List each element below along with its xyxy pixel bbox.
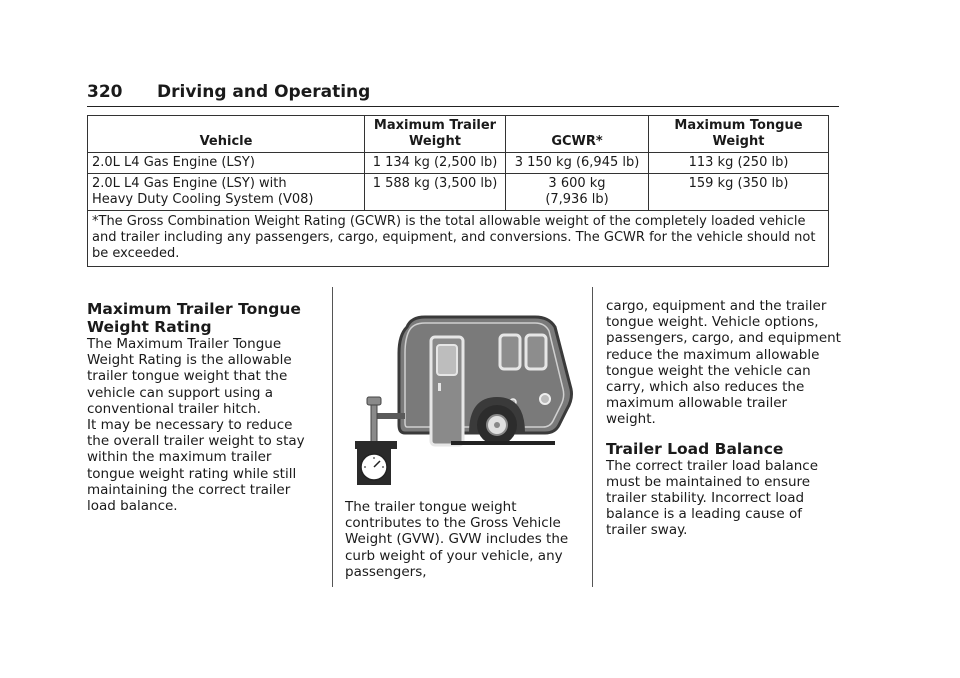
column-illustration (345, 313, 575, 583)
table-row (88, 174, 829, 211)
table-row (88, 153, 829, 174)
cell-gcwr: 3 150 kg (6,945 lb) (506, 153, 649, 174)
trailer-tongue-scale-icon (345, 313, 575, 489)
table-header-row (88, 116, 829, 153)
paragraph: It may be necessary to reduce the overall trailer weight to stay within the maximum trailer tongue weight rating while still maintaining the correct trailer load balance. (87, 417, 305, 515)
column-divider (332, 287, 333, 587)
cell-max-trailer-weight: 1 134 kg (2,500 lb) (365, 153, 506, 174)
gcwr-footnote: *The Gross Combination Weight Rating (GCWR) is the total allowable weight of the completely loaded vehicle and trailer including any passengers, cargo, equipment, and conversions. The GCWR for the vehicle should not be exceeded. (88, 211, 829, 267)
cell-gcwr (506, 174, 649, 211)
table-footnote-row (88, 211, 829, 267)
column-load-balance (606, 298, 841, 539)
header-gcwr: GCWR* (506, 116, 649, 153)
column-divider (592, 287, 593, 587)
cell-max-tongue-weight: 159 kg (350 lb) (649, 174, 829, 211)
cell-gcwr-line: 3 600 kg (548, 176, 606, 191)
column-tongue-weight-rating (87, 300, 317, 514)
header-max-trailer-weight: Maximum Trailer Weight (365, 116, 506, 153)
header-max-tongue-weight: Maximum Tongue Weight (649, 116, 829, 153)
paragraph: cargo, equipment and the trailer tongue weight. Vehicle options, passengers, cargo, and equipment reduce the maximum allowable tongue weight the vehicle can carry, which also reduces the maximum allowable trailer weight. (606, 298, 841, 428)
cell-vehicle: 2.0L L4 Gas Engine (LSY) (88, 153, 365, 174)
heading-trailer-load-balance: Trailer Load Balance (606, 439, 784, 458)
cell-max-tongue-weight: 113 kg (250 lb) (649, 153, 829, 174)
paragraph: The correct trailer load balance must be maintained to ensure trailer stability. Incorrect load balance is a leading cause of trailer sway. (606, 457, 819, 539)
trailer-weight-table (87, 115, 829, 267)
section-title: Driving and Operating (157, 82, 371, 102)
page-number: 320 (87, 82, 123, 102)
cell-max-trailer-weight: 1 588 kg (3,500 lb) (365, 174, 506, 211)
page-header (87, 80, 839, 107)
paragraph: The trailer tongue weight contributes to the Gross Vehicle Weight (GVW). GVW includes the curb weight of your vehicle, any passengers, (345, 499, 569, 580)
paragraph: The Maximum Trailer Tongue Weight Rating is the allowable trailer tongue weight that the vehicle can support using a conventional trailer hitch. (87, 336, 292, 417)
cell-vehicle-line: Heavy Duty Cooling System (V08) (92, 192, 314, 207)
cell-vehicle-line: 2.0L L4 Gas Engine (LSY) with (92, 176, 287, 191)
cell-vehicle (88, 174, 365, 211)
cell-gcwr-line: (7,936 lb) (545, 192, 609, 207)
header-vehicle: Vehicle (88, 116, 365, 153)
heading-max-tongue-weight-rating: Maximum Trailer Tongue Weight Rating (87, 300, 301, 336)
